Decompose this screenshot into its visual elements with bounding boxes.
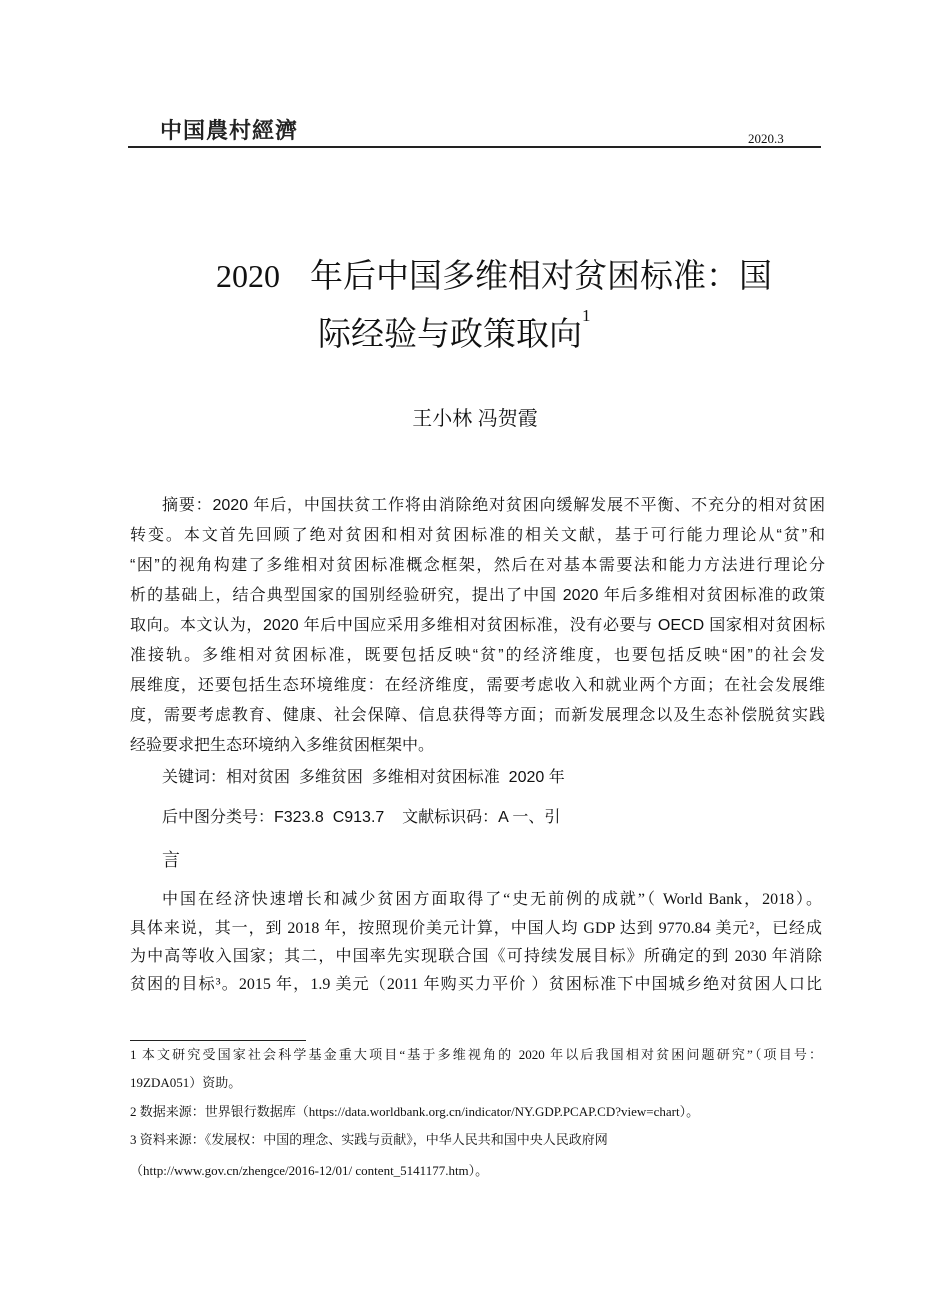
- classification: 后中图分类号：F323.8 C913.7 文献标识码：A 一、引: [162, 809, 561, 826]
- abstract-line: 取向。本文认为，2020 年后中国应采用多维相对贫困标准，没有必要与 OECD 国家相对贫困标: [130, 617, 825, 634]
- footnote-1: 1 本文研究受国家社会科学基金重大项目“基于多维视角的 2020 年以后我国相对贫困问题研究”（项目号：: [130, 1047, 822, 1062]
- abstract-line: 准接轨。多维相对贫困标准，既要包括反映“贫”的经济维度，也要包括反映“困”的社会发: [130, 647, 825, 664]
- body-line: 中国在经济快速增长和减少贫困方面取得了“史无前例的成就”（ World Bank，2018）。: [162, 891, 822, 908]
- header-divider: [128, 146, 821, 148]
- footnote-1-cont: 19ZDA051）资助。: [130, 1075, 242, 1090]
- journal-logo: 中国農村經濟: [160, 118, 299, 144]
- abstract-line: 展维度，还要包括生态环境维度：在经济维度，需要考虑收入和就业两个方面；在社会发展维: [130, 677, 825, 694]
- footnote-3-cont: （http://www.gov.cn/zhengce/2016-12/01/ content_5141177.htm）。: [130, 1163, 489, 1178]
- title-text-1: 年后中国多维相对贫困标准：国: [310, 257, 772, 294]
- body-line: 贫困的目标³。2015 年，1.9 美元（2011 年购买力平价 ）贫困标准下中国城乡绝对贫困人口比: [130, 976, 822, 993]
- authors: 王小林 冯贺霞: [412, 408, 538, 430]
- title-footnote-mark: 1: [582, 306, 591, 325]
- section-heading-tail: 言: [162, 850, 180, 870]
- keywords: 关键词：相对贫困 多维贫困 多维相对贫困标准 2020 年: [162, 769, 565, 786]
- issue-number: 2020.3: [748, 131, 784, 146]
- footnote-3: 3 资料来源：《发展权：中国的理念、实践与贡献》，中华人民共和国中央人民政府网: [130, 1132, 608, 1147]
- abstract-line: 摘要：2020 年后，中国扶贫工作将由消除绝对贫困向缓解发展不平衡、不充分的相对贫困: [162, 497, 825, 514]
- abstract-line: 度，需要考虑教育、健康、社会保障、信息获得等方面；而新发展理念以及生态补偿脱贫实践: [130, 707, 825, 724]
- body-line: 具体来说，其一，到 2018 年，按照现价美元计算，中国人均 GDP 达到 9770.84 美元²，已经成: [130, 920, 822, 937]
- abstract-line: 经验要求把生态环境纳入多维贫困框架中。: [130, 737, 435, 754]
- abstract-line: “困”的视角构建了多维相对贫困标准概念框架，然后在对基本需要法和能力方法进行理论分: [130, 557, 825, 574]
- body-line: 为中高等收入国家；其二，中国率先实现联合国《可持续发展目标》所确定的到 2030 年消除: [130, 948, 822, 965]
- abstract-line: 转变。本文首先回顾了绝对贫困和相对贫困标准的相关文献，基于可行能力理论从“贫”和: [130, 527, 825, 544]
- title-year: 2020: [216, 258, 280, 294]
- footnote-2: 2 数据来源：世界银行数据库（https://data.worldbank.org.cn/indicator/NY.GDP.PCAP.CD?view=chart）。: [130, 1104, 700, 1119]
- title-line-1: [216, 250, 772, 297]
- title-line-2: [318, 308, 591, 355]
- title-text-2: 际经验与政策取向: [318, 315, 582, 352]
- abstract-line: 析的基础上，结合典型国家的国别经验研究，提出了中国 2020 年后多维相对贫困标准的政策: [130, 587, 825, 604]
- footnote-divider: [130, 1040, 306, 1041]
